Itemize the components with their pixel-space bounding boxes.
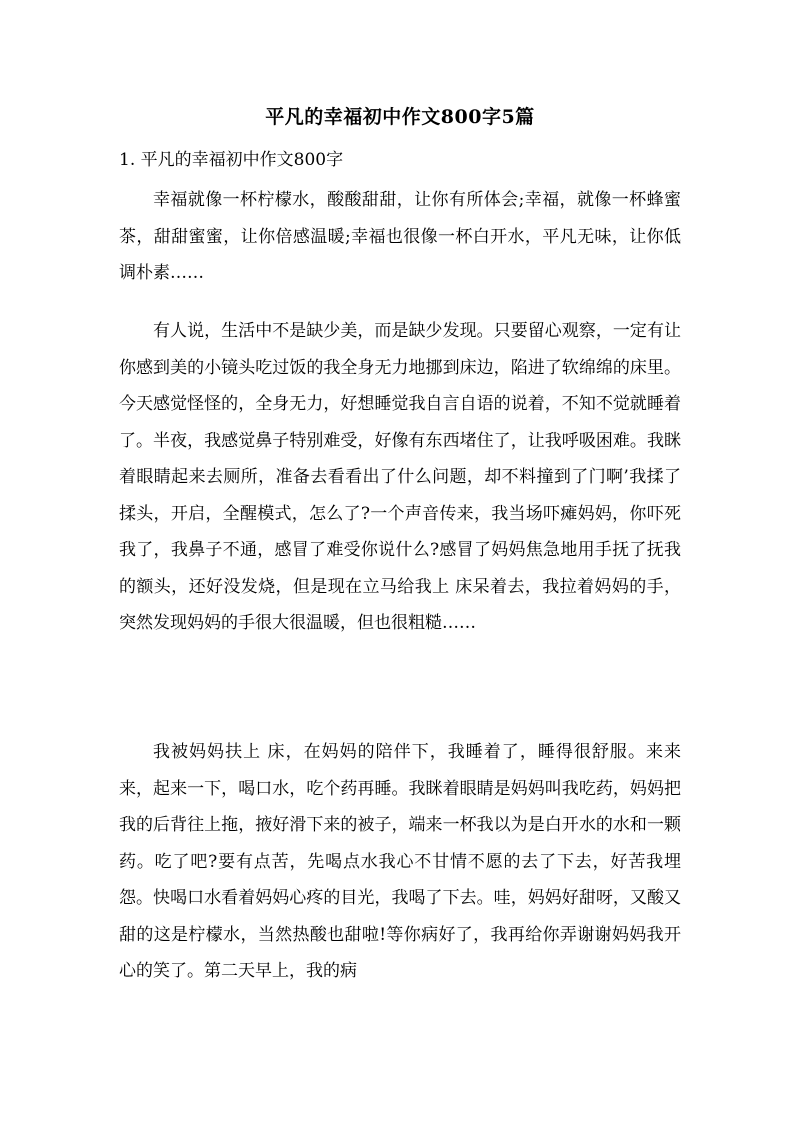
paragraph-2: 有人说，生活中不是缺少美，而是缺少发现。只要留心观察，一定有让你感到美的小镜头吃过饭的我全身无力地挪到床边，陷进了软绵绵的床里。今天感觉怪怪的，全身无力，好想睡觉我自言自语的说着，不知不觉就睡着了。半夜，我感觉鼻子特别难受，好像有东西堵住了，让我呼吸困难。我眯着眼睛起来去厕所，准备去看看出了什么问题，却不料撞到了门啊’我揉了揉头，开启，全醒模式，怎么了?一个声音传来，我当场吓瘫妈妈，你吓死我了，我鼻子不通，感冒了难受你说什么?感冒了妈妈焦急地用手抚了抚我的额头，还好没发烧，但是现在立马给我上 床呆着去，我拉着妈妈的手，突然发现妈妈的手很大很温暖，但也很粗糙…… (119, 321, 681, 633)
paragraph-1: 幸福就像一杯柠檬水，酸酸甜甜，让你有所体会;幸福，就像一杯蜂蜜茶，甜甜蜜蜜，让你倍感温暖;幸福也很像一杯白开水，平凡无味，让你低调朴素…… (119, 190, 681, 283)
section-heading: 1. 平凡的幸福初中作文800字 (119, 150, 344, 170)
paragraph-3: 我被妈妈扶上 床，在妈妈的陪伴下，我睡着了，睡得很舒服。来来来，起来一下，喝口水，吃个药再睡。我眯着眼睛是妈妈叫我吃药，妈妈把我的后背往上拖，掖好滑下来的被子，端来一杯我以为是白开水的水和一颗药。吃了吧?要有点苦，先喝点水我心不甘情不愿的去了下去，好苦我埋怨。快喝口水看着妈妈心疼的目光，我喝了下去。哇，妈妈好甜呀，又酸又甜的这是柠檬水，当然热酸也甜啦!等你病好了，我再给你弄谢谢妈妈我开心的笑了。第二天早上，我的病 (119, 742, 681, 981)
document-title: 平凡的幸福初中作文800字5篇 (265, 106, 535, 128)
